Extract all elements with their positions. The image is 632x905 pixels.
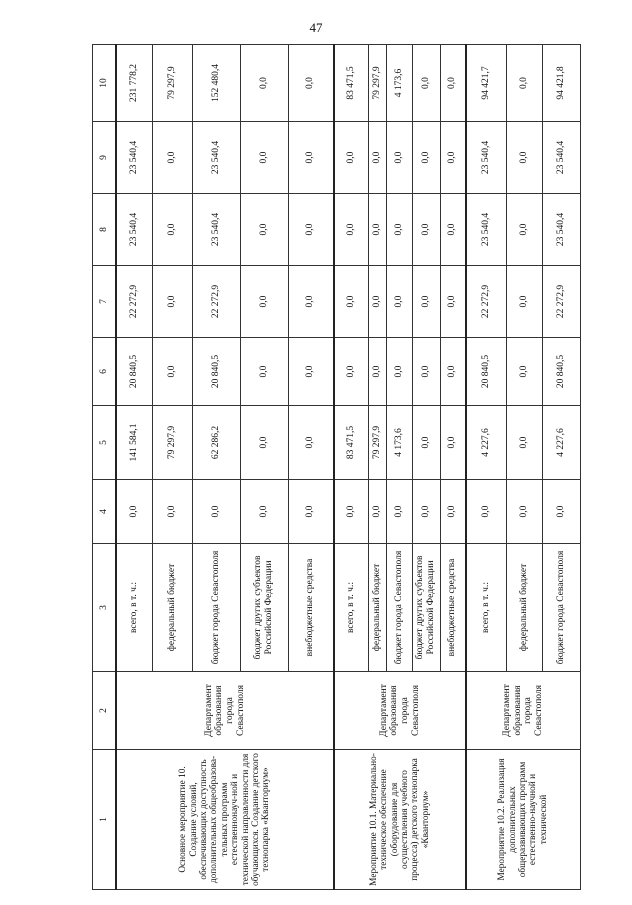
value-cell: 0,0 [440,122,466,194]
value-cell: 0,0 [288,122,334,194]
value-cell: 0,0 [368,122,386,194]
value-cell: 0,0 [288,480,334,544]
value-cell: 0,0 [288,338,334,406]
value-cell: 79 297,9 [152,406,192,480]
funding-source: всего, в т. ч.: [334,544,368,672]
value-cell: 0,0 [288,194,334,266]
value-cell: 0,0 [240,45,288,122]
value-cell: 94 421,7 [466,45,506,122]
value-cell: 83 471,5 [334,406,368,480]
value-cell: 20 840,5 [192,338,240,406]
value-cell: 0,0 [152,194,192,266]
activity-name: Основное мероприятие 10. Создание условий, обеспечивающих доступность дополнительных общеобразова-тельных программ естественнонауч-ной и технической направленности для обучающихся. Создание детского технопарка «Кванториум» [116,750,334,890]
department-cell: Департамент образования города Севастополя [466,672,580,750]
value-cell: 0,0 [240,338,288,406]
value-cell: 0,0 [288,45,334,122]
value-cell: 0,0 [412,194,440,266]
value-cell: 0,0 [412,406,440,480]
funding-source: всего, в т. ч.: [466,544,506,672]
value-cell: 0,0 [440,45,466,122]
value-cell: 62 286,2 [192,406,240,480]
value-cell: 0,0 [334,266,368,338]
value-cell: 0,0 [506,194,542,266]
value-cell: 0,0 [386,338,412,406]
value-cell: 0,0 [152,480,192,544]
value-cell: 0,0 [288,406,334,480]
value-cell: 0,0 [506,266,542,338]
value-cell: 0,0 [386,194,412,266]
value-cell: 0,0 [368,480,386,544]
value-cell: 0,0 [386,122,412,194]
value-cell: 23 540,4 [542,194,580,266]
value-cell: 0,0 [506,406,542,480]
table-row [116,45,152,890]
funding-source: внебюджетные средства [288,544,334,672]
value-cell: 22 272,9 [466,266,506,338]
value-cell: 79 297,9 [152,45,192,122]
activity-name: Мероприятие 10.2. Реализация дополнительных общеразвивающих программ естественно-научной и технической [466,750,580,890]
value-cell: 0,0 [334,338,368,406]
value-cell: 0,0 [386,480,412,544]
value-cell: 0,0 [466,480,506,544]
value-cell: 0,0 [412,122,440,194]
value-cell: 79 297,9 [368,406,386,480]
value-cell: 0,0 [240,406,288,480]
table-body [116,45,580,890]
table-row [466,45,506,890]
value-cell: 0,0 [412,45,440,122]
value-cell: 23 540,4 [542,122,580,194]
value-cell: 0,0 [440,194,466,266]
value-cell: 152 480,4 [192,45,240,122]
value-cell: 22 272,9 [192,266,240,338]
value-cell: 0,0 [288,266,334,338]
page-number: 47 [309,20,323,35]
value-cell: 0,0 [506,338,542,406]
value-cell: 231 778,2 [116,45,152,122]
value-cell: 20 840,5 [116,338,152,406]
column-number-row [93,45,117,890]
value-cell: 0,0 [506,122,542,194]
funding-source: внебюджетные средства [440,544,466,672]
value-cell: 0,0 [240,122,288,194]
value-cell: 23 540,4 [466,122,506,194]
value-cell: 0,0 [412,338,440,406]
value-cell: 0,0 [240,194,288,266]
rotated-table-wrapper [92,45,566,890]
column-number: 9 [93,122,117,194]
value-cell: 0,0 [368,266,386,338]
value-cell: 0,0 [240,266,288,338]
funding-source: бюджет других субъектов Российской Федерации [412,544,440,672]
value-cell: 0,0 [412,480,440,544]
funding-source: федеральный бюджет [506,544,542,672]
funding-source: бюджет города Севастополя [542,544,580,672]
value-cell: 0,0 [152,266,192,338]
value-cell: 0,0 [440,480,466,544]
value-cell: 23 540,4 [192,122,240,194]
funding-source: всего, в т. ч.: [116,544,152,672]
value-cell: 0,0 [412,266,440,338]
funding-source: бюджет города Севастополя [386,544,412,672]
value-cell: 0,0 [506,480,542,544]
value-cell: 0,0 [116,480,152,544]
value-cell: 0,0 [334,480,368,544]
column-number: 2 [93,672,117,750]
value-cell: 0,0 [334,194,368,266]
budget-table [92,44,581,890]
value-cell: 0,0 [506,45,542,122]
value-cell: 0,0 [368,338,386,406]
value-cell: 0,0 [368,194,386,266]
funding-source: бюджет других субъектов Российской Федерации [240,544,288,672]
funding-source: федеральный бюджет [152,544,192,672]
value-cell: 0,0 [440,266,466,338]
department-cell: Департамент образования города Севастополя [116,672,334,750]
value-cell: 0,0 [440,406,466,480]
column-number: 3 [93,544,117,672]
value-cell: 4 173,6 [386,406,412,480]
funding-source: федеральный бюджет [368,544,386,672]
value-cell: 0,0 [152,122,192,194]
value-cell: 0,0 [152,338,192,406]
value-cell: 94 421,8 [542,45,580,122]
column-number: 10 [93,45,117,122]
value-cell: 23 540,4 [116,194,152,266]
value-cell: 4 173,6 [386,45,412,122]
value-cell: 83 471,5 [334,45,368,122]
value-cell: 22 272,9 [542,266,580,338]
value-cell: 23 540,4 [116,122,152,194]
value-cell: 0,0 [440,338,466,406]
value-cell: 0,0 [334,122,368,194]
department-cell: Департамент образования города Севастополя [334,672,466,750]
value-cell: 0,0 [240,480,288,544]
value-cell: 22 272,9 [116,266,152,338]
column-number: 6 [93,338,117,406]
value-cell: 20 840,5 [542,338,580,406]
value-cell: 23 540,4 [466,194,506,266]
column-number: 8 [93,194,117,266]
value-cell: 79 297,9 [368,45,386,122]
column-number: 7 [93,266,117,338]
value-cell: 4 227,6 [542,406,580,480]
column-number: 1 [93,750,117,890]
value-cell: 20 840,5 [466,338,506,406]
value-cell: 4 227,6 [466,406,506,480]
value-cell: 141 584,1 [116,406,152,480]
value-cell: 0,0 [386,266,412,338]
funding-source: бюджет города Севастополя [192,544,240,672]
table-row [334,45,368,890]
value-cell: 0,0 [542,480,580,544]
column-number: 5 [93,406,117,480]
activity-name: Мероприятие 10.1. Материально-техническое обеспечение (оборудование для осуществления учебного процесса) детского технопарка «Кванториум» [334,750,466,890]
value-cell: 23 540,4 [192,194,240,266]
column-number: 4 [93,480,117,544]
value-cell: 0,0 [192,480,240,544]
